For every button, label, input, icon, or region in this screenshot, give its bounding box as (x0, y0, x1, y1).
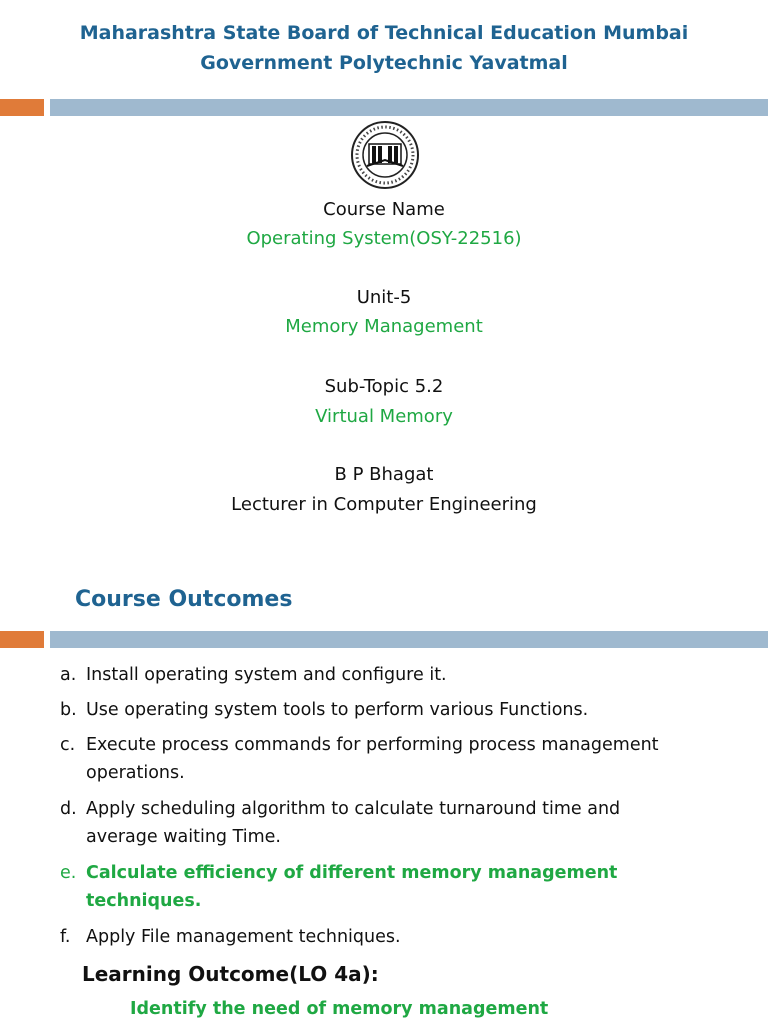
outcome-text: Install operating system and configure it. (86, 665, 447, 685)
outcome-item (60, 731, 659, 787)
outcome-text-continued: operations. (86, 763, 185, 783)
author-name: B P Bhagat (334, 464, 434, 485)
divider-accent (0, 99, 44, 116)
outcome-item (60, 661, 447, 689)
author-title: Lecturer in Computer Engineering (231, 494, 537, 515)
unit-name: Memory Management (285, 316, 483, 337)
outcome-text: Use operating system tools to perform various Functions. (86, 700, 589, 720)
divider-bar (50, 99, 768, 116)
course-name: Operating System(OSY-22516) (246, 228, 522, 249)
course-outcomes-title: Course Outcomes (75, 587, 293, 612)
outcome-marker: e. (60, 863, 77, 883)
subtopic-label: Sub-Topic 5.2 (324, 376, 444, 397)
outcome-text: Calculate efficiency of different memory management (86, 863, 618, 883)
msbte-seal-icon (345, 120, 425, 190)
outcome-item-highlighted (60, 859, 617, 915)
subtopic-name: Virtual Memory (315, 406, 453, 427)
header-institution: Maharashtra State Board of Technical Education Mumbai (79, 22, 689, 44)
outcome-text: Apply File management techniques. (86, 927, 401, 947)
divider-bar (50, 631, 768, 648)
learning-outcome-text: Identify the need of memory management (130, 999, 549, 1019)
outcome-marker: d. (60, 799, 77, 819)
outcome-marker: f. (60, 927, 71, 947)
outcome-item (60, 696, 588, 724)
outcome-item (60, 795, 620, 851)
unit-label: Unit-5 (356, 287, 412, 308)
divider-accent (0, 631, 44, 648)
course-label: Course Name (323, 199, 445, 220)
outcome-text: Execute process commands for performing process management (86, 735, 659, 755)
outcome-text-continued: average waiting Time. (86, 827, 281, 847)
outcome-text-continued: techniques. (86, 891, 202, 911)
header-college: Government Polytechnic Yavatmal (200, 52, 568, 74)
outcome-marker: c. (60, 735, 76, 755)
learning-outcome-title: Learning Outcome(LO 4a): (82, 962, 379, 986)
outcome-text: Apply scheduling algorithm to calculate turnaround time and (86, 799, 621, 819)
outcome-marker: b. (60, 700, 77, 720)
outcome-item (60, 923, 401, 951)
outcome-marker: a. (60, 665, 77, 685)
